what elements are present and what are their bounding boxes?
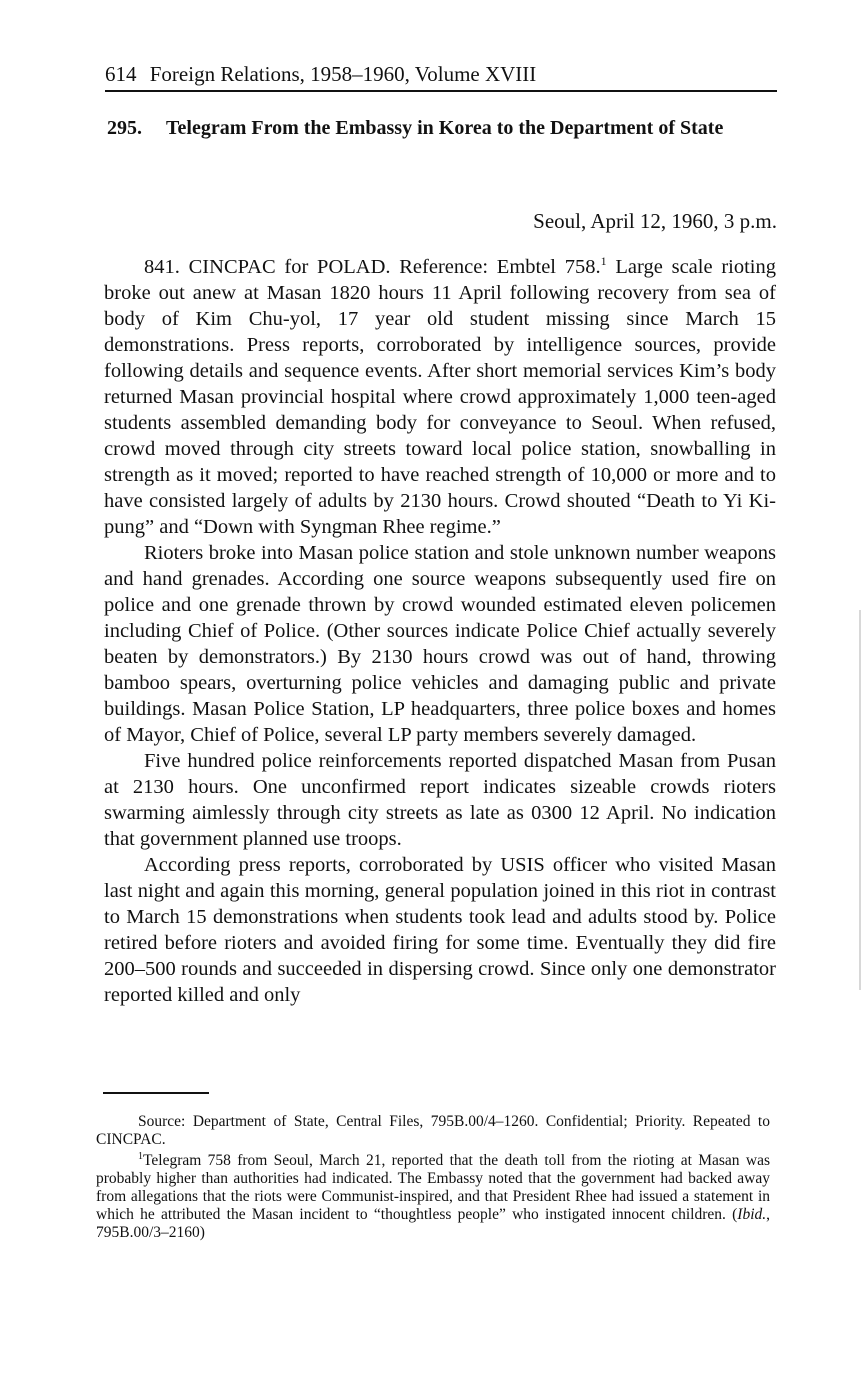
paragraph-4: According press reports, corroborated by USIS officer who visited Masan last night and again this morning, general population joined in this riot in contrast to March 15 demonstrations when students took lead and adults stood by. Police retired before rioters and avoided firing for some time. Eventually they did fire 200–500 rounds and succeeded in dispersing crowd. Since only one demonstrator reported killed and only xyxy=(104,854,776,1006)
paragraph-2: Rioters broke into Masan police station and stole unknown number weapons and hand grenades. According one source weapons subsequently used fire on police and one grenade thrown by crowd wounded estimated eleven policemen including Chief of Police. (Other sources indicate Police Chief actually severely beaten by demonstrators.) By 2130 hours crowd was out of hand, throwing bamboo spears, overturning police vehicles and damaging public and private buildings. Masan Police Station, LP headquarters, three police boxes and homes of Mayor, Chief of Police, several LP party members severely damaged. xyxy=(104,542,776,746)
paragraph-1 xyxy=(104,254,776,540)
document-number: 295. xyxy=(107,117,142,139)
paragraph-3: Five hundred police reinforcements reported dispatched Masan from Pusan at 2130 hours. One unconfirmed report indicates sizeable crowds rioters swarming aimlessly through city streets as late as 0300 12 April. No indication that government planned use troops. xyxy=(104,750,776,850)
footnote-1-mark: 1 xyxy=(138,1150,143,1162)
footnote-1-text: Telegram 758 from Seoul, March 21, reported that the death toll from the rioting at Masan was probably higher than authorities had indicated. The Embassy noted that the government had backed away from allegations that the riots were Communist-inspired, and that President Rhee had issued a statement in which he attributed the Masan incident to “thoughtless people” who instigated innocent children. ( xyxy=(96,1152,770,1223)
footnotes xyxy=(96,1113,770,1245)
document-heading xyxy=(107,116,777,140)
running-title: Foreign Relations, 1958–1960, Volume XVIII xyxy=(149,62,537,86)
footnote-divider xyxy=(103,1092,209,1094)
running-header xyxy=(105,60,777,92)
paragraph-1-text: Large scale rioting broke out anew at Masan 1820 hours 11 April following recovery from sea of body of Kim Chu-yol, 17 year old student missing since March 15 demonstrations. Press reports, corroborated by intelligence sources, provide following details and sequence events. After short memorial services Kim’s body returned Masan provincial hospital where crowd approximately 1,000 teen-aged students assembled demanding body for conveyance to Seoul. When refused, crowd moved through city streets toward local police station, snowballing in strength as it moved; reported to have reached strength of 10,000 or more and to have consisted largely of adults by 2130 hours. Crowd shouted “Death to Yi Ki-pung” and “Down with Syngman Rhee regime.” xyxy=(104,256,776,538)
page-number: 614 xyxy=(105,62,137,86)
telegram-body xyxy=(104,254,776,1008)
paragraph-1-opening: 841. CINCPAC for POLAD. Reference: Embtel 758. xyxy=(144,256,601,278)
document-title: Telegram From the Embassy in Korea to the Department of State xyxy=(166,117,724,139)
dateline: Seoul, April 12, 1960, 3 p.m. xyxy=(533,209,777,233)
footnote-1-citation: , 795B.00/3–2160) xyxy=(96,1206,770,1241)
source-note: Source: Department of State, Central Files, 795B.00/4–1260. Confidential; Priority. Repeated to CINCPAC. xyxy=(96,1113,770,1148)
footnote-1-ibid: Ibid. xyxy=(737,1206,767,1223)
footnote-1 xyxy=(96,1152,770,1242)
footnote-ref-1[interactable]: 1 xyxy=(600,254,607,269)
